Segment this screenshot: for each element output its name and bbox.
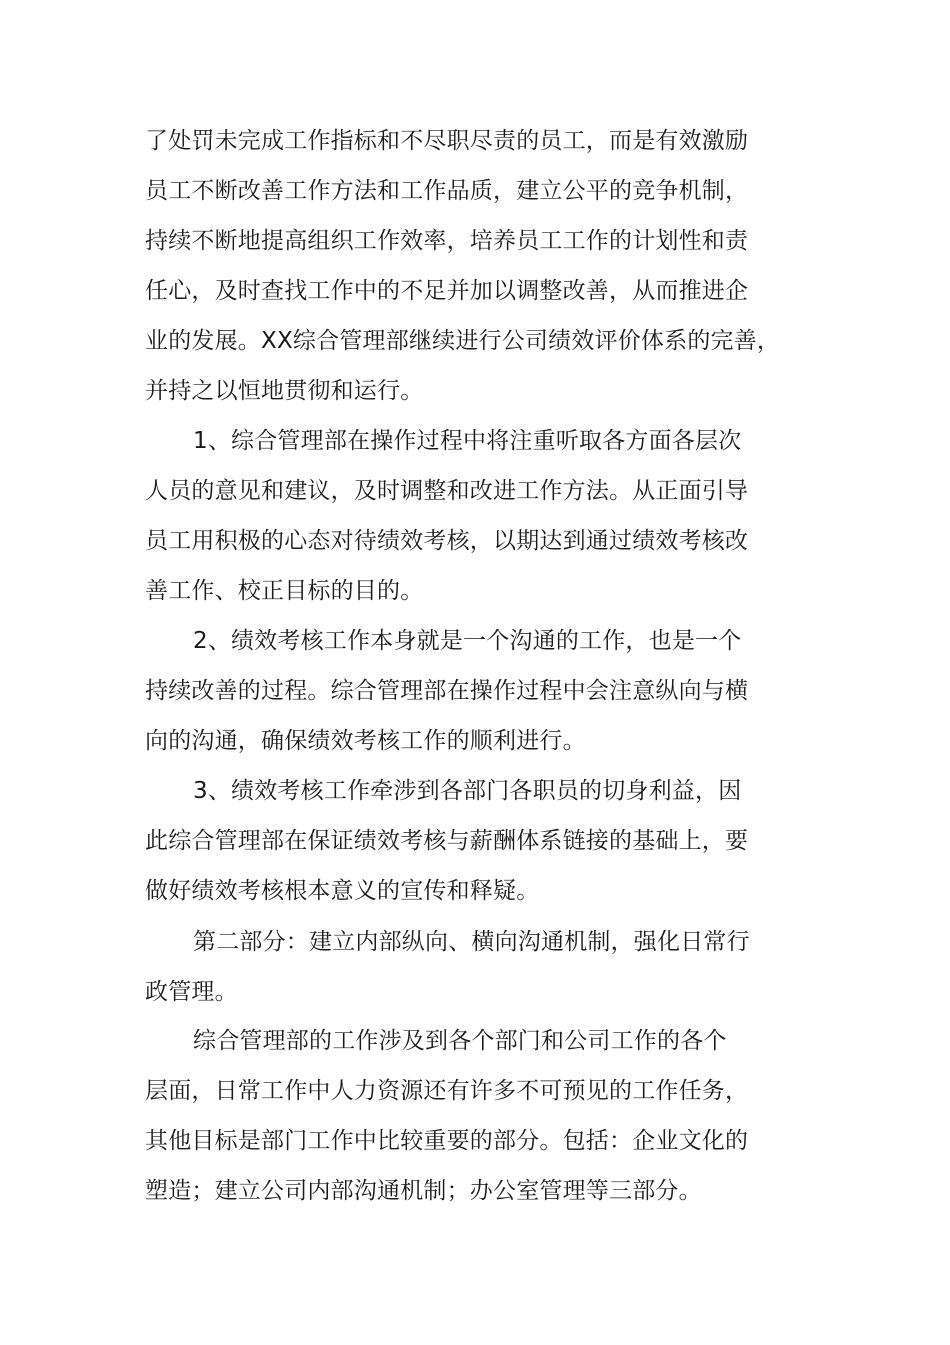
section-heading: 政管理。: [145, 979, 238, 1005]
text-line: 业的发展。XX综合管理部继续进行公司绩效评价体系的完善，: [145, 328, 781, 354]
text-line: 其他目标是部门工作中比较重要的部分。包括：企业文化的: [145, 1128, 749, 1154]
text-line: 综合管理部的工作涉及到各个部门和公司工作的各个: [193, 1028, 727, 1054]
text-line: 1、综合管理部在操作过程中将注重听取各方面各层次: [193, 428, 742, 454]
text-line: 人员的意见和建议，及时调整和改进工作方法。从正面引导: [145, 478, 749, 504]
text-line: 持续不断地提高组织工作效率，培养员工工作的计划性和责: [145, 228, 749, 254]
text-line: 2、绩效考核工作本身就是一个沟通的工作，也是一个: [193, 628, 742, 654]
text-line: 塑造；建立公司内部沟通机制；办公室管理等三部分。: [145, 1178, 702, 1204]
text-line: 并持之以恒地贯彻和运行。: [145, 378, 424, 404]
text-line: 层面，日常工作中人力资源还有许多不可预见的工作任务，: [145, 1078, 749, 1104]
text-line: 持续改善的过程。综合管理部在操作过程中会注意纵向与横: [145, 678, 749, 704]
text-line: 3、绩效考核工作牵涉到各部门各职员的切身利益，因: [193, 778, 742, 804]
text-line: 员工不断改善工作方法和工作品质，建立公平的竞争机制，: [145, 178, 749, 204]
text-line: 做好绩效考核根本意义的宣传和释疑。: [145, 878, 540, 904]
text-line: 了处罚未完成工作指标和不尽职尽责的员工，而是有效激励: [145, 128, 749, 154]
text-line: 善工作、校正目标的目的。: [145, 578, 424, 604]
text-line: 员工用积极的心态对待绩效考核，以期达到通过绩效考核改: [145, 528, 749, 554]
text-line: 任心，及时查找工作中的不足并加以调整改善，从而推进企: [145, 278, 749, 304]
section-heading: 第二部分：建立内部纵向、横向沟通机制，强化日常行: [193, 929, 750, 955]
text-line: 此综合管理部在保证绩效考核与薪酬体系链接的基础上，要: [145, 828, 749, 854]
text-line: 向的沟通，确保绩效考核工作的顺利进行。: [145, 728, 586, 754]
